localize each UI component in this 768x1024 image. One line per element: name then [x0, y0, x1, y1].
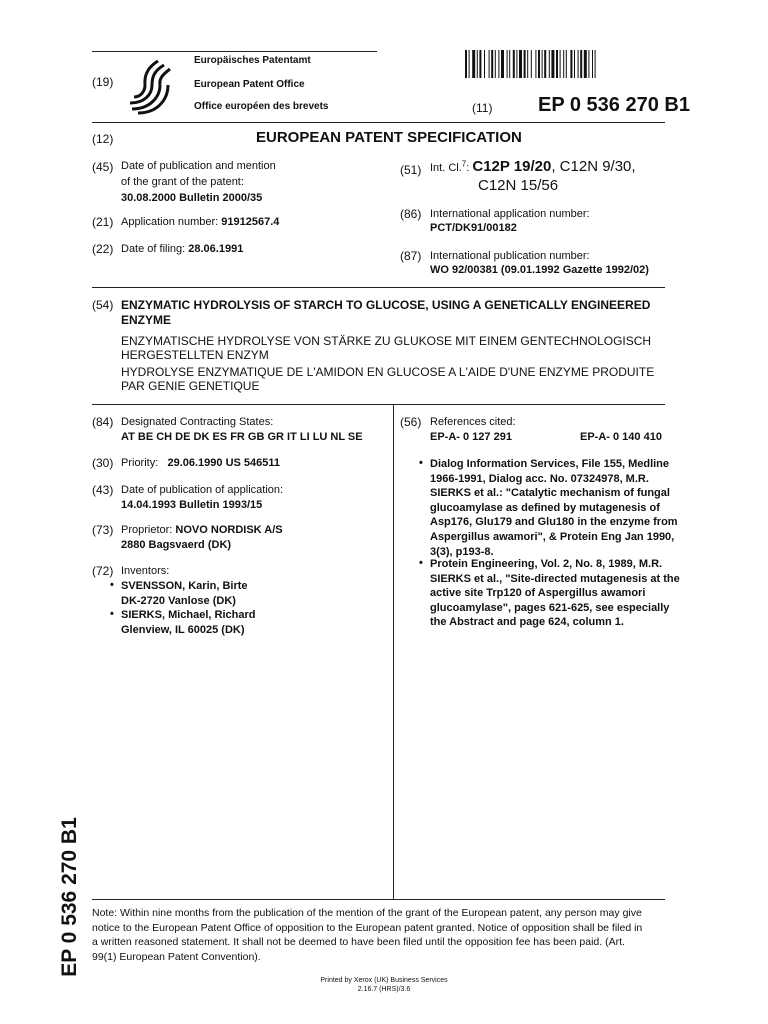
bullet: • — [419, 557, 423, 569]
reference-protein-engineering — [430, 557, 680, 630]
barcode-bar — [495, 50, 496, 78]
application-number: 91912567.4 — [221, 216, 280, 228]
barcode-bar — [578, 50, 579, 78]
barcode-bar — [477, 50, 478, 78]
reference-line: SIERKS et al.: "Catalytic mechanism of fungal — [430, 487, 670, 500]
barcode-bar — [580, 50, 582, 78]
barcode-bar — [516, 50, 517, 78]
bullet: • — [110, 579, 114, 591]
note-line: notice to the European Patent Office of opposition to the European patent granted. Notice of opposition shall be filed in — [92, 921, 643, 934]
barcode-bar — [549, 50, 550, 78]
barcode-bar — [507, 50, 508, 78]
title-fr-line-1: HYDROLYSE ENZYMATIQUE DE L'AMIDON EN GLUCOSE A L'AIDE D'UNE ENZYME PRODUITE — [121, 365, 655, 379]
reference-line: 1966-1991, Dialog acc. No. 07324978, M.R. — [430, 472, 649, 485]
note-line: 99(1) European Patent Convention). — [92, 950, 261, 963]
field-87-label: International publication number: — [430, 250, 590, 262]
barcode-bar — [509, 50, 510, 78]
field-51 — [430, 158, 636, 175]
code-72: (72) — [92, 564, 114, 578]
designated-states: AT BE CH DE DK ES FR GB GR IT LI LU NL SE — [121, 431, 363, 443]
code-87: (87) — [400, 249, 422, 263]
code-11: (11) — [472, 101, 493, 115]
filing-date: 28.06.1991 — [188, 243, 244, 255]
barcode-bar — [584, 50, 587, 78]
publication-number: EP 0 536 270 B1 — [538, 94, 690, 116]
reference-line: active site Trp120 of Aspergillus awamori — [430, 587, 646, 600]
intl-application-number: PCT/DK91/00182 — [430, 222, 517, 234]
note-line: a written reasoned statement. It shall not be deemed to have been filed until the opposition fee has been paid. (Art. — [92, 936, 625, 948]
code-45: (45) — [92, 160, 114, 174]
epo-logo — [128, 57, 174, 115]
reference-ep-1: EP-A- 0 127 291 — [430, 431, 512, 443]
inventor-address: DK-2720 Vanlose (DK) — [121, 595, 236, 607]
barcode-bar — [479, 50, 481, 78]
barcode-bar — [498, 50, 499, 78]
classification-3: C12N 15/56 — [478, 177, 559, 194]
reference-dialog — [430, 457, 678, 559]
field-21 — [121, 215, 279, 230]
inventor-name: SVENSSON, Karin, Birte — [121, 580, 248, 592]
barcode-bar — [531, 50, 532, 78]
barcode — [465, 50, 665, 78]
field-56-label: References cited: — [430, 416, 516, 428]
title-de-line-1: ENZYMATISCHE HYDROLYSE VON STÄRKE ZU GLUKOSE MIT EINEM GENTECHNOLOGISCH — [121, 334, 652, 348]
title-en-line-1: ENZYMATIC HYDROLYSIS OF STARCH TO GLUCOSE, USING A GENETICALLY ENGINEERED — [121, 298, 651, 312]
printer-code: 2.16.7 (HRS)/3.6 — [357, 986, 411, 993]
field-73-label: Proprietor: — [121, 524, 173, 536]
field-45-label-2: of the grant of the patent: — [121, 176, 244, 188]
field-21-label: Application number: — [121, 216, 219, 228]
field-43-label: Date of publication of application: — [121, 484, 284, 496]
header-rule-bottom — [92, 122, 665, 123]
office-name-fr: Office européen des brevets — [194, 101, 329, 112]
main-classification: C12P 19/20 — [472, 158, 552, 175]
barcode-bar — [491, 50, 493, 78]
printer-footer — [0, 976, 768, 994]
rule-after-title — [92, 404, 665, 405]
code-30: (30) — [92, 456, 114, 470]
reference-line: glucoamylase", pages 621-625, see especially — [430, 601, 670, 614]
reference-ep-2: EP-A- 0 140 410 — [580, 431, 662, 443]
title-de — [121, 334, 651, 362]
application-publication-date: 14.04.1993 Bulletin 1993/15 — [121, 499, 263, 511]
printer-line: Printed by Xerox (UK) Business Services — [320, 977, 448, 984]
code-54: (54) — [92, 298, 114, 312]
bullet: • — [110, 608, 114, 620]
code-12: (12) — [92, 132, 114, 146]
barcode-bar — [489, 50, 490, 78]
barcode-bar — [535, 50, 536, 78]
barcode-bar — [570, 50, 572, 78]
barcode-bar — [588, 50, 589, 78]
code-51: (51) — [400, 163, 422, 177]
field-86-label: International application number: — [430, 208, 590, 220]
priority-value: 29.06.1990 US 546511 — [167, 457, 280, 469]
barcode-bar — [484, 50, 485, 78]
code-86: (86) — [400, 207, 422, 221]
reference-line: SIERKS et al., "Site-directed mutagenesis at the — [430, 572, 680, 585]
barcode-bar — [527, 50, 528, 78]
reference-line: glucoamylase as defined by mutagenesis of — [430, 501, 660, 514]
barcode-bar — [469, 50, 470, 78]
barcode-bar — [566, 50, 567, 78]
barcode-bar — [574, 50, 575, 78]
field-22 — [121, 242, 243, 257]
title-en-line-2: ENZYME — [121, 313, 172, 327]
title-de-line-2: HERGESTELLTEN ENZYM — [121, 348, 269, 362]
barcode-bar — [592, 50, 593, 78]
proprietor-name: NOVO NORDISK A/S — [175, 524, 283, 536]
code-84: (84) — [92, 415, 114, 429]
side-publication-number: EP 0 536 270 B1 — [58, 817, 81, 977]
barcode-bar — [544, 50, 546, 78]
code-56: (56) — [400, 415, 422, 429]
field-51-label: Int. Cl. — [430, 162, 462, 174]
barcode-bar — [465, 50, 467, 78]
barcode-bar — [556, 50, 558, 78]
barcode-bar — [513, 50, 515, 78]
inventor-name: SIERKS, Michael, Richard — [121, 609, 256, 621]
title-fr — [121, 365, 654, 393]
barcode-bar — [472, 50, 475, 78]
field-51-colon: : — [466, 162, 470, 174]
header-rule-top — [92, 51, 377, 52]
field-30 — [121, 456, 280, 471]
field-84-label: Designated Contracting States: — [121, 416, 274, 428]
bullet: • — [419, 457, 423, 469]
title-fr-line-2: PAR GENIE GENETIQUE — [121, 379, 260, 393]
barcode-bar — [595, 50, 596, 78]
barcode-bar — [538, 50, 540, 78]
office-name-de: Europäisches Patentamt — [194, 55, 311, 66]
reference-line: Aspergillus awamori", & Protein Eng Jan 1990, — [430, 530, 675, 543]
office-name-en: European Patent Office — [194, 79, 305, 90]
proprietor-address: 2880 Bagsvaerd (DK) — [121, 539, 232, 551]
reference-line: 3(3), p193-8. — [430, 545, 494, 558]
rule-before-title — [92, 287, 665, 288]
reference-line: Protein Engineering, Vol. 2, No. 8, 1989, M.R. — [430, 558, 663, 570]
note-line: Note: Within nine months from the publication of the mention of the grant of the European patent, any person may give — [92, 907, 642, 919]
barcode-bar — [519, 50, 522, 78]
opposition-note — [92, 906, 672, 964]
intl-publication-number: WO 92/00381 (09.01.1992 Gazette 1992/02) — [430, 264, 649, 276]
column-divider — [393, 404, 394, 899]
barcode-bar — [501, 50, 504, 78]
inventor-address: Glenview, IL 60025 (DK) — [121, 624, 245, 636]
field-51-sup: 7 — [461, 159, 467, 169]
code-73: (73) — [92, 523, 114, 537]
field-22-label: Date of filing: — [121, 243, 186, 255]
barcode-bar — [542, 50, 543, 78]
barcode-bar — [563, 50, 564, 78]
document-type: EUROPEAN PATENT SPECIFICATION — [256, 129, 522, 146]
title-en — [121, 298, 650, 328]
reference-line: Asp176, Glu179 and Glu180 in the enzyme from — [430, 516, 678, 529]
field-45-value: 30.08.2000 Bulletin 2000/35 — [121, 192, 263, 204]
field-73 — [121, 523, 283, 538]
field-72-label: Inventors: — [121, 565, 170, 577]
barcode-bar — [560, 50, 561, 78]
field-45-label-1: Date of publication and mention — [121, 160, 276, 172]
code-21: (21) — [92, 215, 114, 229]
code-43: (43) — [92, 483, 114, 497]
barcode-bar — [551, 50, 554, 78]
field-30-label: Priority: — [121, 457, 159, 469]
reference-line: the Abstract and page 624, column 1. — [430, 616, 624, 629]
rule-before-note — [92, 899, 665, 900]
code-22: (22) — [92, 242, 114, 256]
barcode-bar — [524, 50, 526, 78]
reference-line: Dialog Information Services, File 155, Medline — [430, 458, 670, 470]
code-19: (19) — [92, 75, 114, 89]
classification-2: , C12N 9/30, — [551, 158, 636, 175]
